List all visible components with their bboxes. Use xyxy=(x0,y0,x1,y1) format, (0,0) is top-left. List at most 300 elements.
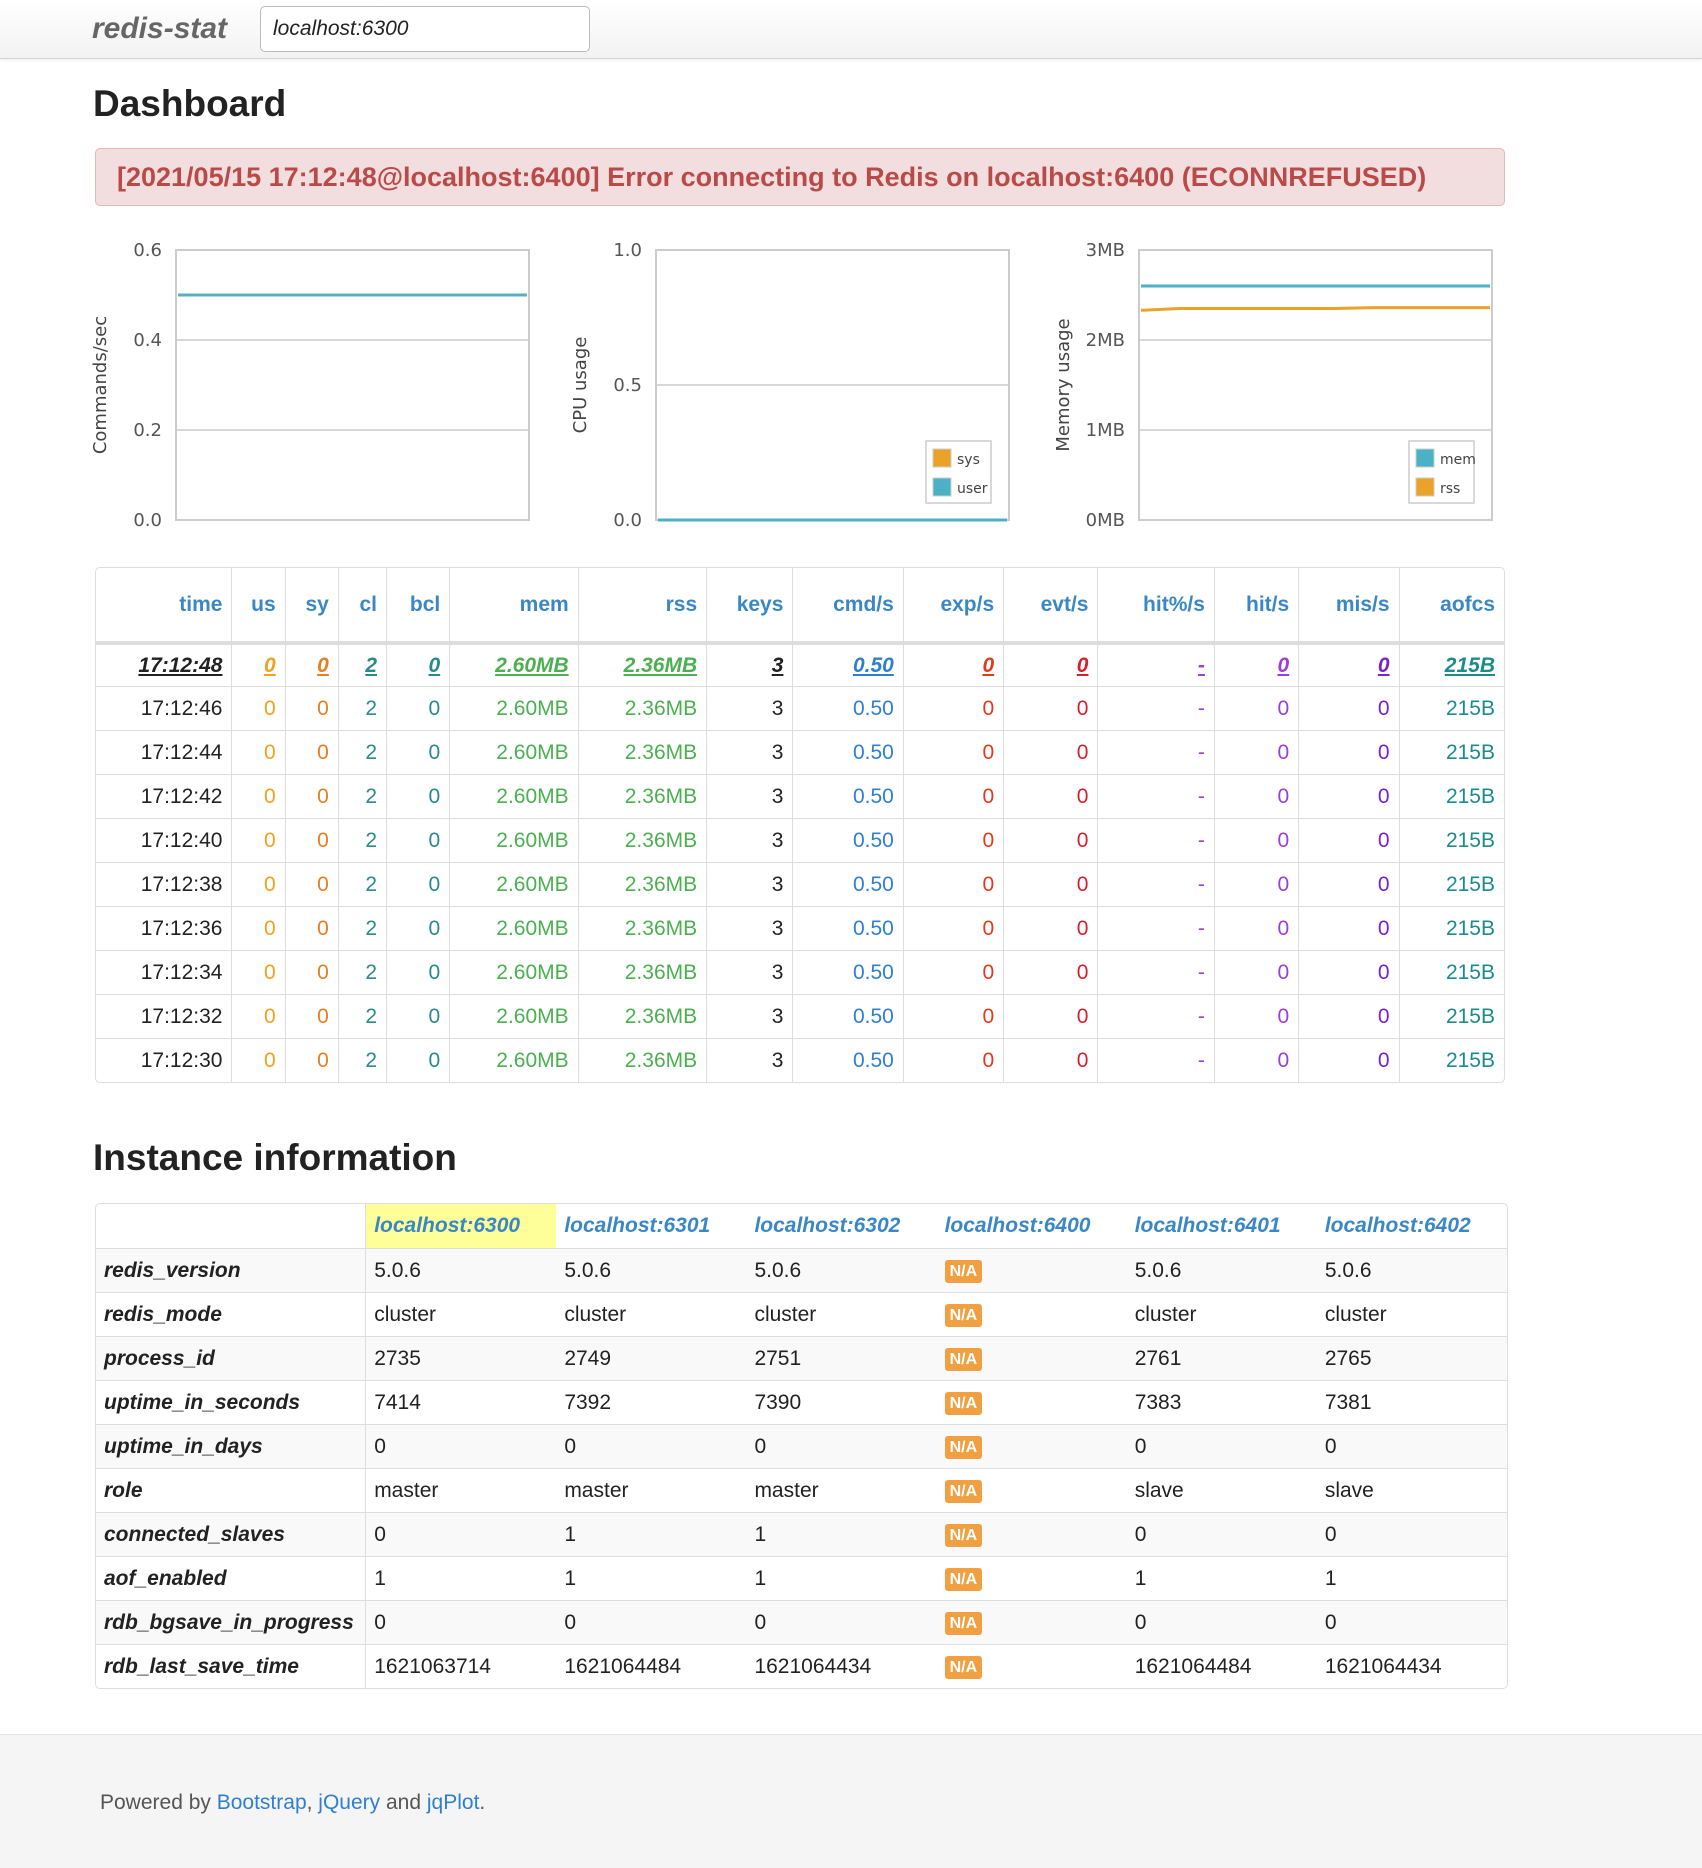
stats-cell: 0 xyxy=(903,950,1003,994)
na-badge: N/A xyxy=(945,1612,983,1635)
stats-cell: 0 xyxy=(1003,686,1097,730)
instance-row-role xyxy=(96,1468,1507,1512)
stats-cell: 2 xyxy=(338,730,386,774)
instance-value: slave xyxy=(1127,1468,1317,1512)
stats-cell: - xyxy=(1097,642,1213,686)
stats-cell: 0 xyxy=(1003,730,1097,774)
stats-cell: 0 xyxy=(285,686,338,730)
instance-row-uptime-in-seconds xyxy=(96,1380,1507,1424)
stats-cell: 2.36MB xyxy=(578,642,706,686)
stats-cell: 2.36MB xyxy=(578,1038,706,1082)
dashboard-title: Dashboard xyxy=(93,83,287,124)
stats-cell: 2.60MB xyxy=(449,994,577,1038)
brand-logo[interactable]: redis-stat xyxy=(92,12,228,45)
stats-cell: - xyxy=(1097,730,1213,774)
stats-cell: 0 xyxy=(1214,862,1298,906)
instance-key: uptime_in_seconds xyxy=(96,1380,366,1424)
instance-host-6400[interactable]: localhost:6400 xyxy=(944,1214,1091,1237)
stats-header-hits: hit%/s xyxy=(1097,568,1213,642)
stats-cell: 0 xyxy=(1214,950,1298,994)
stats-cell: 0 xyxy=(386,730,449,774)
instance-value: 0 xyxy=(556,1600,746,1644)
instance-key: connected_slaves xyxy=(96,1512,366,1556)
instance-row-rdb-last-save-time xyxy=(96,1644,1507,1688)
instance-value: 5.0.6 xyxy=(1317,1248,1507,1292)
stats-cell: 215B xyxy=(1399,642,1504,686)
stats-cell: 0 xyxy=(903,818,1003,862)
na-badge: N/A xyxy=(945,1524,983,1547)
instance-value: 0 xyxy=(1127,1600,1317,1644)
stats-cell: - xyxy=(1097,774,1213,818)
stats-table xyxy=(95,567,1505,1083)
stats-cell: - xyxy=(1097,950,1213,994)
stats-cell: 0 xyxy=(231,818,284,862)
stats-header-cmds: cmd/s xyxy=(792,568,902,642)
stats-cell: 2.36MB xyxy=(578,686,706,730)
stats-cell: 0 xyxy=(903,906,1003,950)
instance-value: cluster xyxy=(556,1292,746,1336)
instance-value: 1 xyxy=(746,1512,936,1556)
legend-swatch-user xyxy=(933,478,951,496)
instance-key: redis_version xyxy=(96,1248,366,1292)
instance-value: 1 xyxy=(556,1512,746,1556)
stats-row xyxy=(96,774,1504,818)
stats-cell: 0 xyxy=(1214,686,1298,730)
stats-cell: 0 xyxy=(386,906,449,950)
instance-key: rdb_last_save_time xyxy=(96,1644,366,1688)
instance-row-uptime-in-days xyxy=(96,1424,1507,1468)
stats-cell: 0 xyxy=(1214,642,1298,686)
stats-cell: - xyxy=(1097,994,1213,1038)
stats-cell: 0 xyxy=(1298,686,1398,730)
stats-cell: 0 xyxy=(231,1038,284,1082)
stats-cell: 215B xyxy=(1399,994,1504,1038)
stats-cell: 2 xyxy=(338,862,386,906)
instance-value: 7381 xyxy=(1317,1380,1507,1424)
stats-cell: 0.50 xyxy=(792,906,902,950)
stats-cell: 0 xyxy=(1298,818,1398,862)
instance-value: 1 xyxy=(1127,1556,1317,1600)
instance-key: uptime_in_days xyxy=(96,1424,366,1468)
stats-cell: 2.60MB xyxy=(449,730,577,774)
instance-value: 2761 xyxy=(1127,1336,1317,1380)
instance-info-title: Instance information xyxy=(93,1137,457,1178)
instance-value: 1 xyxy=(746,1556,936,1600)
y-tick-label: 1.0 xyxy=(613,240,642,261)
stats-cell: 0 xyxy=(285,642,338,686)
stats-row xyxy=(96,818,1504,862)
instance-value: 7383 xyxy=(1127,1380,1317,1424)
instance-value: 5.0.6 xyxy=(1127,1248,1317,1292)
instance-host-6300[interactable]: localhost:6300 xyxy=(366,1204,556,1248)
y-tick-label: 0.6 xyxy=(133,240,162,261)
stats-cell: 0 xyxy=(1298,950,1398,994)
instance-host-6402[interactable]: localhost:6402 xyxy=(1324,1214,1471,1237)
stats-cell: 2 xyxy=(338,686,386,730)
stats-cell: 17:12:30 xyxy=(96,1038,231,1082)
stats-cell: 0 xyxy=(1298,730,1398,774)
stats-cell: 0 xyxy=(386,994,449,1038)
legend-label-rss: rss xyxy=(1440,481,1461,497)
stats-cell: 0 xyxy=(1003,862,1097,906)
stats-cell: 0 xyxy=(903,730,1003,774)
instance-key: process_id xyxy=(96,1336,366,1380)
instance-value: 0 xyxy=(1317,1424,1507,1468)
stats-cell: 0.50 xyxy=(792,774,902,818)
instance-value: master xyxy=(556,1468,746,1512)
y-tick-label: 0.0 xyxy=(613,510,642,531)
stats-cell: 0 xyxy=(386,686,449,730)
instance-value: 1 xyxy=(366,1556,556,1600)
instance-host-6301[interactable]: localhost:6301 xyxy=(564,1214,711,1237)
legend-label-user: user xyxy=(957,481,988,497)
stats-cell: 0 xyxy=(1298,862,1398,906)
stats-cell: 0 xyxy=(386,642,449,686)
instance-value xyxy=(937,1292,1127,1336)
instance-value: 1621064434 xyxy=(1317,1644,1507,1688)
stats-cell: 3 xyxy=(706,906,792,950)
stats-cell: 0 xyxy=(1003,994,1097,1038)
stats-row xyxy=(96,862,1504,906)
legend-swatch-sys xyxy=(933,449,951,467)
stats-cell: 17:12:32 xyxy=(96,994,231,1038)
stats-cell: 0 xyxy=(1003,906,1097,950)
instance-value: 1621064484 xyxy=(1127,1644,1317,1688)
instance-value: 0 xyxy=(366,1424,556,1468)
instance-value: 5.0.6 xyxy=(366,1248,556,1292)
stats-cell: 2.60MB xyxy=(449,686,577,730)
stats-cell: 0 xyxy=(285,774,338,818)
instance-value: 1 xyxy=(1317,1556,1507,1600)
stats-cell: 0 xyxy=(231,994,284,1038)
instance-value xyxy=(937,1336,1127,1380)
stats-cell: 0 xyxy=(386,774,449,818)
stats-cell: 0 xyxy=(1003,950,1097,994)
stats-cell: 0 xyxy=(1214,774,1298,818)
instance-value: cluster xyxy=(366,1292,556,1336)
bootstrap-link[interactable]: Bootstrap xyxy=(216,1791,307,1814)
navbar xyxy=(0,0,1702,59)
legend-label-sys: sys xyxy=(957,452,980,468)
stats-cell: 0.50 xyxy=(792,818,902,862)
stats-header-evts: evt/s xyxy=(1003,568,1097,642)
plot-area xyxy=(176,250,529,520)
stats-cell: 0 xyxy=(231,950,284,994)
y-axis-label: Memory usage xyxy=(1053,318,1074,452)
commands-chart xyxy=(90,230,540,540)
instance-row-redis-mode xyxy=(96,1292,1507,1336)
stats-cell: 0 xyxy=(285,818,338,862)
instance-row-redis-version xyxy=(96,1248,1507,1292)
stats-cell: 2.60MB xyxy=(449,818,577,862)
stats-cell: 0 xyxy=(285,994,338,1038)
instance-value: 0 xyxy=(366,1600,556,1644)
stats-cell: 0.50 xyxy=(792,950,902,994)
stats-cell: 0 xyxy=(1298,1038,1398,1082)
instance-value: 1621064434 xyxy=(746,1644,936,1688)
stats-cell: 0 xyxy=(1003,642,1097,686)
stats-cell: 3 xyxy=(706,994,792,1038)
stats-cell: 2.36MB xyxy=(578,774,706,818)
na-badge: N/A xyxy=(945,1656,983,1679)
stats-cell: 2 xyxy=(338,994,386,1038)
instance-value: cluster xyxy=(1317,1292,1507,1336)
instance-value: 1 xyxy=(556,1556,746,1600)
instance-value: 0 xyxy=(1317,1512,1507,1556)
stats-cell: 0 xyxy=(285,950,338,994)
stats-cell: 3 xyxy=(706,1038,792,1082)
stats-cell: 3 xyxy=(706,730,792,774)
y-axis-label: CPU usage xyxy=(570,336,591,434)
instance-value: 2751 xyxy=(746,1336,936,1380)
stats-cell: 2.36MB xyxy=(578,950,706,994)
stats-header-exps: exp/s xyxy=(903,568,1003,642)
stats-cell: 0.50 xyxy=(792,642,902,686)
stats-header-aofcs: aofcs xyxy=(1399,568,1504,642)
stats-cell: 0 xyxy=(903,994,1003,1038)
stats-cell: 0 xyxy=(1003,774,1097,818)
stats-cell: 215B xyxy=(1399,1038,1504,1082)
na-badge: N/A xyxy=(945,1480,983,1503)
stats-cell: 0.50 xyxy=(792,994,902,1038)
stats-cell: 0 xyxy=(1214,730,1298,774)
stats-cell: 17:12:42 xyxy=(96,774,231,818)
stats-cell: 0 xyxy=(285,1038,338,1082)
instance-value xyxy=(937,1424,1127,1468)
stats-cell: 2.60MB xyxy=(449,774,577,818)
instance-value: slave xyxy=(1317,1468,1507,1512)
instance-value xyxy=(937,1248,1127,1292)
y-tick-label: 1MB xyxy=(1085,420,1125,441)
instance-value xyxy=(937,1600,1127,1644)
jqplot-link[interactable]: jqPlot xyxy=(426,1791,480,1814)
stats-cell: 215B xyxy=(1399,950,1504,994)
instance-row-rdb-bgsave-in-progress xyxy=(96,1600,1507,1644)
stats-cell: 2.60MB xyxy=(449,1038,577,1082)
stats-row xyxy=(96,1038,1504,1082)
stats-cell: 17:12:38 xyxy=(96,862,231,906)
stats-cell: 3 xyxy=(706,818,792,862)
instance-value: 0 xyxy=(1127,1512,1317,1556)
stats-cell: 0 xyxy=(231,906,284,950)
na-badge: N/A xyxy=(945,1348,983,1371)
stats-cell: 3 xyxy=(706,862,792,906)
stats-cell: 0 xyxy=(903,862,1003,906)
stats-cell: 0 xyxy=(903,1038,1003,1082)
instance-value: 1621064484 xyxy=(556,1644,746,1688)
stats-cell: 2.36MB xyxy=(578,730,706,774)
stats-cell: 2.60MB xyxy=(449,642,577,686)
stats-header-hits: hit/s xyxy=(1214,568,1298,642)
instance-value: cluster xyxy=(1127,1292,1317,1336)
instance-value: 7390 xyxy=(746,1380,936,1424)
instance-value: 2749 xyxy=(556,1336,746,1380)
stats-cell: 0 xyxy=(285,730,338,774)
stats-cell: 215B xyxy=(1399,774,1504,818)
stats-cell: 17:12:40 xyxy=(96,818,231,862)
instance-header-blank xyxy=(96,1204,366,1248)
stats-cell: 0 xyxy=(1214,906,1298,950)
y-tick-label: 3MB xyxy=(1085,240,1125,261)
stats-header-keys: keys xyxy=(706,568,792,642)
stats-cell: 215B xyxy=(1399,906,1504,950)
legend-label-mem: mem xyxy=(1440,452,1476,468)
stats-row xyxy=(96,950,1504,994)
instance-value: 7414 xyxy=(366,1380,556,1424)
stats-cell: 215B xyxy=(1399,818,1504,862)
legend-swatch-rss xyxy=(1416,478,1434,496)
stats-cell: - xyxy=(1097,818,1213,862)
instance-value: 0 xyxy=(1317,1600,1507,1644)
instance-key: redis_mode xyxy=(96,1292,366,1336)
stats-header-rss: rss xyxy=(578,568,706,642)
na-badge: N/A xyxy=(945,1392,983,1415)
instance-value xyxy=(937,1380,1127,1424)
stats-cell: 0 xyxy=(231,642,284,686)
na-badge: N/A xyxy=(945,1304,983,1327)
stats-cell: 0 xyxy=(1214,994,1298,1038)
stats-cell: 0 xyxy=(903,774,1003,818)
instance-key: rdb_bgsave_in_progress xyxy=(96,1600,366,1644)
stats-cell: 0 xyxy=(1003,1038,1097,1082)
stats-cell: 17:12:44 xyxy=(96,730,231,774)
memory-chart xyxy=(1053,230,1503,540)
stats-cell: 0 xyxy=(1214,1038,1298,1082)
cpu-chart-svg xyxy=(570,230,1020,540)
instance-row-aof-enabled xyxy=(96,1556,1507,1600)
instance-key: aof_enabled xyxy=(96,1556,366,1600)
stats-cell: - xyxy=(1097,1038,1213,1082)
instance-value: 5.0.6 xyxy=(556,1248,746,1292)
stats-cell: 2.60MB xyxy=(449,862,577,906)
stats-row xyxy=(96,642,1504,686)
stats-cell: 17:12:48 xyxy=(96,642,231,686)
instance-host-6401[interactable]: localhost:6401 xyxy=(1134,1214,1281,1237)
instance-value: master xyxy=(366,1468,556,1512)
stats-cell: 17:12:36 xyxy=(96,906,231,950)
y-tick-label: 2MB xyxy=(1085,330,1125,351)
stats-cell: 0 xyxy=(1214,818,1298,862)
stats-header-sy: sy xyxy=(285,568,338,642)
commands-chart-svg xyxy=(90,230,540,540)
y-tick-label: 0.2 xyxy=(133,420,162,441)
stats-cell: 0 xyxy=(386,950,449,994)
stats-cell: 0 xyxy=(231,686,284,730)
stats-row xyxy=(96,994,1504,1038)
instance-host-6302[interactable]: localhost:6302 xyxy=(754,1214,901,1237)
instance-row-process-id xyxy=(96,1336,1507,1380)
instance-value: cluster xyxy=(746,1292,936,1336)
stats-header-miss: mis/s xyxy=(1298,568,1398,642)
stats-cell: 2 xyxy=(338,950,386,994)
stats-cell: 17:12:46 xyxy=(96,686,231,730)
stats-cell: 0 xyxy=(231,862,284,906)
stats-cell: 2.36MB xyxy=(578,994,706,1038)
stats-cell: 2.60MB xyxy=(449,906,577,950)
instance-value xyxy=(937,1556,1127,1600)
stats-cell: 2.36MB xyxy=(578,862,706,906)
y-tick-label: 0.5 xyxy=(613,375,642,396)
stats-cell: - xyxy=(1097,686,1213,730)
instance-value: 0 xyxy=(746,1424,936,1468)
stats-cell: 2 xyxy=(338,906,386,950)
y-tick-label: 0MB xyxy=(1085,510,1125,531)
stats-header-us: us xyxy=(231,568,284,642)
stats-header-bcl: bcl xyxy=(386,568,449,642)
stats-cell: 3 xyxy=(706,774,792,818)
stats-cell: 0 xyxy=(386,818,449,862)
stats-cell: 0 xyxy=(1298,774,1398,818)
stats-cell: 2.60MB xyxy=(449,950,577,994)
stats-cell: 3 xyxy=(706,950,792,994)
stats-cell: 3 xyxy=(706,686,792,730)
stats-header-time: time xyxy=(96,568,231,642)
stats-cell: 0 xyxy=(285,862,338,906)
instance-value: 2735 xyxy=(366,1336,556,1380)
instance-value: 0 xyxy=(556,1424,746,1468)
stats-cell: 0 xyxy=(1003,818,1097,862)
stats-cell: 0.50 xyxy=(792,862,902,906)
instance-value xyxy=(937,1644,1127,1688)
stats-cell: 2 xyxy=(338,1038,386,1082)
stats-cell: 0 xyxy=(386,1038,449,1082)
stats-cell: 0 xyxy=(903,686,1003,730)
error-alert: [2021/05/15 17:12:48@localhost:6400] Error connecting to Redis on localhost:6400 (ECONNREFUSED) xyxy=(95,148,1505,206)
instance-value: 5.0.6 xyxy=(746,1248,936,1292)
instance-value: 7392 xyxy=(556,1380,746,1424)
stats-cell: 2 xyxy=(338,818,386,862)
stats-row xyxy=(96,686,1504,730)
stats-header-cl: cl xyxy=(338,568,386,642)
stats-cell: 2 xyxy=(338,774,386,818)
stats-cell: 2.36MB xyxy=(578,818,706,862)
instance-value: 0 xyxy=(1127,1424,1317,1468)
instance-info-table xyxy=(95,1203,1508,1689)
instance-value: 1621063714 xyxy=(366,1644,556,1688)
stats-cell: 3 xyxy=(706,642,792,686)
legend-swatch-mem xyxy=(1416,449,1434,467)
instance-key: role xyxy=(96,1468,366,1512)
stats-cell: 0 xyxy=(1298,906,1398,950)
stats-cell: 2.36MB xyxy=(578,906,706,950)
na-badge: N/A xyxy=(945,1260,983,1283)
instance-value xyxy=(937,1468,1127,1512)
y-tick-label: 0.4 xyxy=(133,330,162,351)
y-tick-label: 0.0 xyxy=(133,510,162,531)
instance-value xyxy=(937,1512,1127,1556)
instance-value: 0 xyxy=(366,1512,556,1556)
instance-value: master xyxy=(746,1468,936,1512)
stats-cell: 0.50 xyxy=(792,730,902,774)
host-input[interactable] xyxy=(260,6,590,52)
stats-row xyxy=(96,906,1504,950)
stats-cell: 215B xyxy=(1399,730,1504,774)
stats-cell: 0.50 xyxy=(792,686,902,730)
stats-header-mem: mem xyxy=(449,568,577,642)
instance-row-connected-slaves xyxy=(96,1512,1507,1556)
instance-value: 0 xyxy=(746,1600,936,1644)
stats-cell: - xyxy=(1097,862,1213,906)
stats-cell: 0 xyxy=(285,906,338,950)
cpu-chart xyxy=(570,230,1020,540)
stats-cell: 2 xyxy=(338,642,386,686)
stats-cell: 215B xyxy=(1399,686,1504,730)
stats-cell: 0.50 xyxy=(792,1038,902,1082)
stats-cell: 0 xyxy=(231,774,284,818)
stats-cell: 0 xyxy=(1298,994,1398,1038)
stats-cell: 0 xyxy=(386,862,449,906)
jquery-link[interactable]: jQuery xyxy=(318,1791,381,1814)
